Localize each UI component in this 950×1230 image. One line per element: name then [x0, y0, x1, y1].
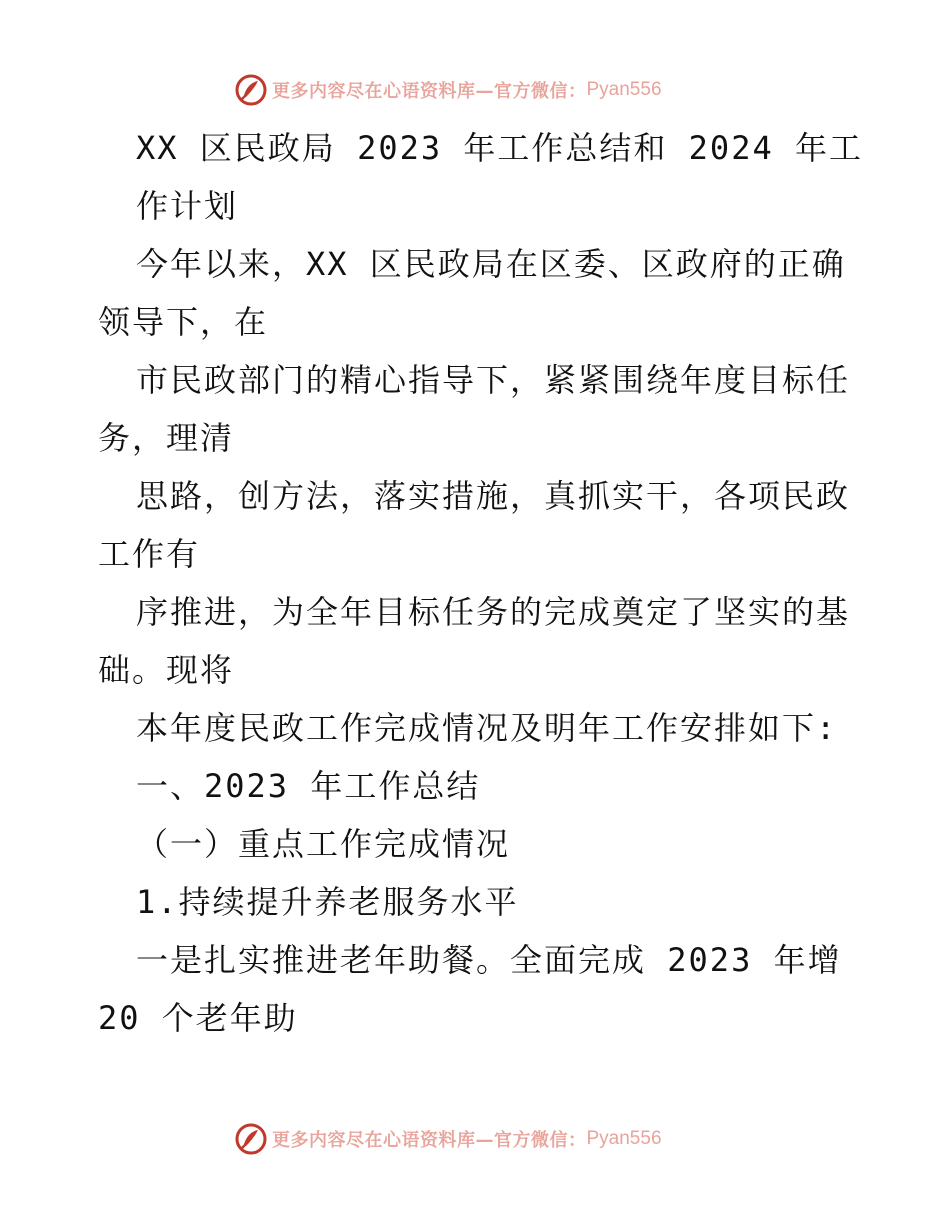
- watermark-text: 更多内容尽在心语资料库—官方微信：: [272, 81, 587, 102]
- paragraph-line: 务，理清: [98, 419, 235, 457]
- paragraph-line: 本年度民政工作完成情况及明年工作安排如下:: [136, 709, 838, 747]
- paragraph-line: 思路，创方法，落实措施，真抓实干，各项民政: [136, 477, 851, 515]
- item-heading: 1.持续提升养老服务水平: [136, 883, 519, 921]
- paragraph-line: 20 个老年助: [98, 999, 298, 1037]
- paragraph-line: 础。现将: [98, 651, 235, 689]
- logo-icon: [234, 1122, 268, 1156]
- paragraph-line: 工作有: [98, 535, 201, 573]
- section-heading: 一、2023 年工作总结: [136, 767, 481, 805]
- watermark-header: [234, 72, 714, 108]
- paragraph-line: 领导下，在: [98, 303, 269, 341]
- doc-title-line-1: XX 区民政局 2023 年工作总结和 2024 年工: [136, 129, 863, 167]
- logo-icon: [234, 73, 268, 107]
- paragraph-line: 序推进，为全年目标任务的完成奠定了坚实的基: [136, 593, 851, 631]
- paragraph-line: 一是扎实推进老年助餐。全面完成 2023 年增: [136, 941, 842, 979]
- watermark-text: 更多内容尽在心语资料库—官方微信：: [272, 1130, 587, 1151]
- paragraph-line: 市民政部门的精心指导下，紧紧围绕年度目标任: [136, 361, 851, 399]
- subsection-heading: （一）重点工作完成情况: [136, 825, 511, 863]
- doc-title-line-2: 作计划: [136, 187, 239, 225]
- watermark-footer: [234, 1121, 714, 1157]
- watermark-wechat-id: Pyan556: [586, 1128, 662, 1149]
- watermark-wechat-id: Pyan556: [586, 79, 662, 100]
- paragraph-line: 今年以来，XX 区民政局在区委、区政府的正确: [136, 245, 846, 283]
